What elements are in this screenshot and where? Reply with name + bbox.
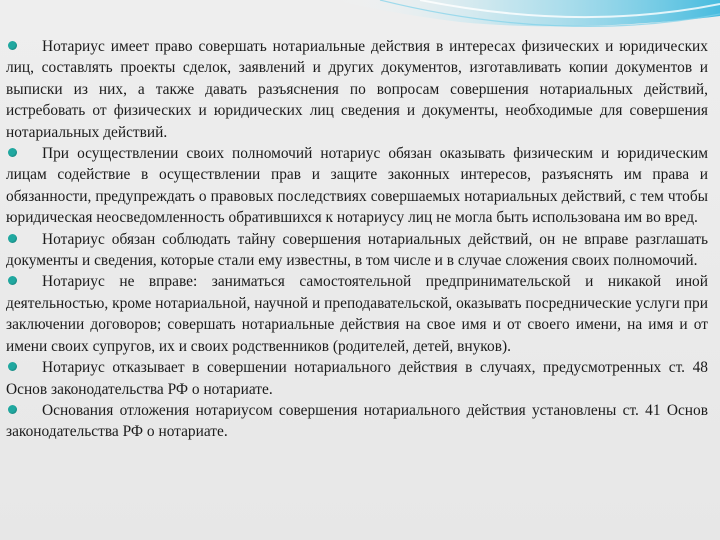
bullet-icon <box>8 41 17 50</box>
bullet-icon <box>8 362 17 371</box>
paragraph-5 <box>6 357 708 400</box>
paragraph-1-text: Нотариус имеет право совершать нотариальные действия в интересах физических и юридических лиц, составлять проекты сделок, заявлений и других документов, изготавливать копии документов и выписки из них, а также давать разъяснения по вопросам совершения нотариальных действий, истребовать от физических и юридических лиц сведения и документы, необходимые для совершения нотариальных действий. <box>6 38 708 141</box>
bullet-icon <box>8 234 17 243</box>
paragraph-3-text: Нотариус обязан соблюдать тайну совершения нотариальных действий, он не вправе разглашать документы и сведения, которые стали ему известны, в том числе и в случае сложения своих полномочий. <box>6 230 708 270</box>
paragraph-6-text: Основания отложения нотариусом совершения нотариального действия установлены ст. 41 Основ законодательства РФ о нотариате. <box>6 401 708 441</box>
text-content <box>6 36 708 443</box>
paragraph-4 <box>6 271 708 357</box>
bullet-icon <box>8 148 17 157</box>
paragraph-6 <box>6 400 708 443</box>
paragraph-4-text: Нотариус не вправе: заниматься самостоятельной предпринимательской и никакой иной деятельностью, кроме нотариальной, научной и преподавательской, оказывать посреднические услуги при заключении договоров; совершать нотариальные действия на свое имя и от своего имени, на имя и от имени своих супругов, их и своих родственников (родителей, детей, внуков). <box>6 273 708 355</box>
paragraph-1 <box>6 36 708 143</box>
bullet-icon <box>8 405 17 414</box>
paragraph-5-text: Нотариус отказывает в совершении нотариального действия в случаях, предусмотренных ст. 48 Основ законодательства РФ о нотариате. <box>6 359 708 398</box>
paragraph-3 <box>6 229 708 272</box>
paragraph-2 <box>6 143 708 229</box>
paragraph-2-text: При осуществлении своих полномочий нотариус обязан оказывать физическим и юридическим лицам содействие в осуществлении прав и защите законных интересов, разъяснять им права и обязанности, предупреждать о правовых последствиях совершаемых нотариальных действий, с тем чтобы юридическая неосведомленность обратившихся к нотариусу лиц не могла быть использована им во вред. <box>6 145 708 227</box>
bullet-icon <box>8 276 17 285</box>
